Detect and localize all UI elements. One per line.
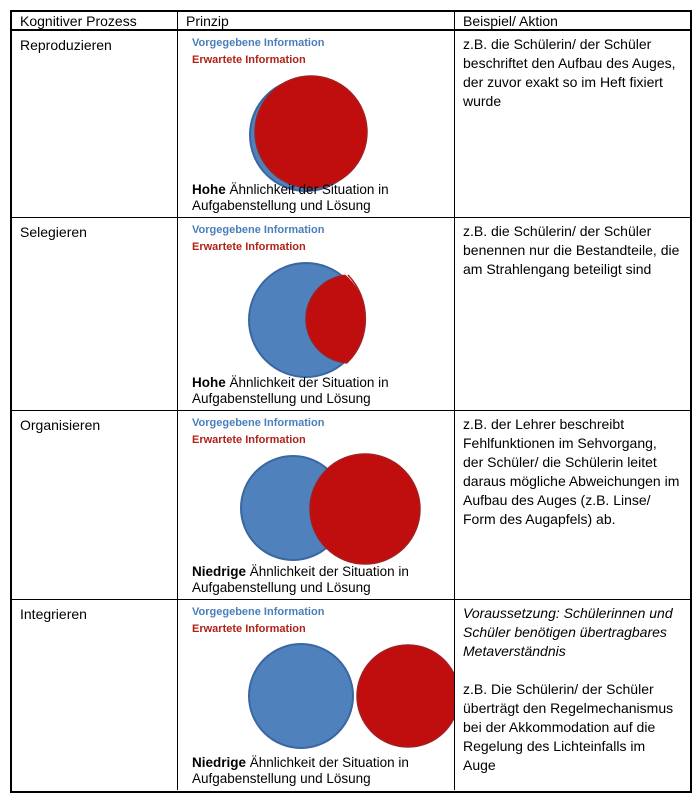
similarity-text: Ähnlichkeit der Situation in xyxy=(249,755,409,770)
example-cell-selegieren xyxy=(455,218,690,411)
example-text: z.B. die Schülerin/ der Schüler beschriftet den Aufbau des Auges, der zuvor exakt so im Heft fixiert wurde xyxy=(463,36,676,109)
similarity-caption xyxy=(192,564,409,596)
legend xyxy=(192,222,454,256)
similarity-text: Ähnlichkeit der Situation in xyxy=(229,375,389,390)
header-cell-beispiel-aktion: Beispiel/ Aktion xyxy=(455,12,690,31)
process-label-selegieren: Selegieren xyxy=(12,218,178,411)
process-label-reproduzieren: Reproduzieren xyxy=(12,31,178,218)
similarity-text-line2: Aufgabenstellung und Lösung xyxy=(192,580,371,595)
legend-given-information: Vorgegebene Information xyxy=(192,417,325,429)
example-cell-reproduzieren xyxy=(455,31,690,218)
similarity-text-line2: Aufgabenstellung und Lösung xyxy=(192,391,371,406)
legend-given-information: Vorgegebene Information xyxy=(192,37,325,49)
similarity-caption xyxy=(192,755,409,787)
process-label-integrieren: Integrieren xyxy=(12,600,178,790)
red-circle xyxy=(357,645,455,747)
header-cell-prinzip: Prinzip xyxy=(178,12,455,31)
example-cell-organisieren xyxy=(455,411,690,600)
prinzip-cell-reproduzieren xyxy=(178,31,455,218)
example-cell-integrieren xyxy=(455,600,690,790)
legend-expected-information: Erwartete Information xyxy=(192,241,306,253)
prinzip-cell-organisieren xyxy=(178,411,455,600)
legend-given-information: Vorgegebene Information xyxy=(192,224,325,236)
similarity-caption xyxy=(192,182,389,214)
similarity-text: Ähnlichkeit der Situation in xyxy=(249,564,409,579)
venn-diagram-almost-complete-overlap xyxy=(212,71,455,195)
example-text: z.B. der Lehrer beschreibt Fehlfunktionen im Sehvorgang, der Schüler/ die Schülerin leitet daraus mögliche Abweichungen im Aufbau des Auges (z.B. Linse/ Form des Augapfels) ab. xyxy=(463,416,680,527)
legend-expected-information: Erwartete Information xyxy=(192,434,306,446)
similarity-emphasis: Niedrige xyxy=(192,564,247,579)
legend-given-information: Vorgegebene Information xyxy=(192,606,325,618)
legend xyxy=(192,415,454,449)
example-precondition-text: Voraussetzung: Schülerinnen und Schüler benötigen übertragbares Metaverständnis xyxy=(463,605,673,659)
venn-diagram-red-subset-inside-blue xyxy=(212,258,455,382)
similarity-text-line2: Aufgabenstellung und Lösung xyxy=(192,771,371,786)
legend xyxy=(192,35,454,69)
example-text: z.B. Die Schülerin/ der Schüler überträgt den Regelmechanismus bei der Akkommodation auf die Regelung des Lichteinfalls im Auge xyxy=(463,681,674,773)
red-circle xyxy=(255,76,367,188)
similarity-text-line2: Aufgabenstellung und Lösung xyxy=(192,198,371,213)
blue-circle xyxy=(249,644,353,748)
similarity-emphasis: Hohe xyxy=(192,182,226,197)
prinzip-cell-selegieren xyxy=(178,218,455,411)
venn-diagram-separate-circles xyxy=(212,640,455,764)
cognitive-process-table xyxy=(10,10,692,793)
prinzip-cell-integrieren xyxy=(178,600,455,790)
legend-expected-information: Erwartete Information xyxy=(192,623,306,635)
header-cell-kognitiver-prozess: Kognitiver Prozess xyxy=(12,12,178,31)
process-label-organisieren: Organisieren xyxy=(12,411,178,600)
legend-expected-information: Erwartete Information xyxy=(192,54,306,66)
red-circle xyxy=(310,454,420,564)
legend xyxy=(192,604,454,638)
similarity-caption xyxy=(192,375,389,407)
similarity-text: Ähnlichkeit der Situation in xyxy=(229,182,389,197)
example-text: z.B. die Schülerin/ der Schüler benennen nur die Bestandteile, die am Strahlengang beteiligt sind xyxy=(463,223,680,277)
red-lens xyxy=(306,275,394,363)
similarity-emphasis: Hohe xyxy=(192,375,226,390)
similarity-emphasis: Niedrige xyxy=(192,755,247,770)
venn-diagram-partial-overlap xyxy=(212,451,455,575)
